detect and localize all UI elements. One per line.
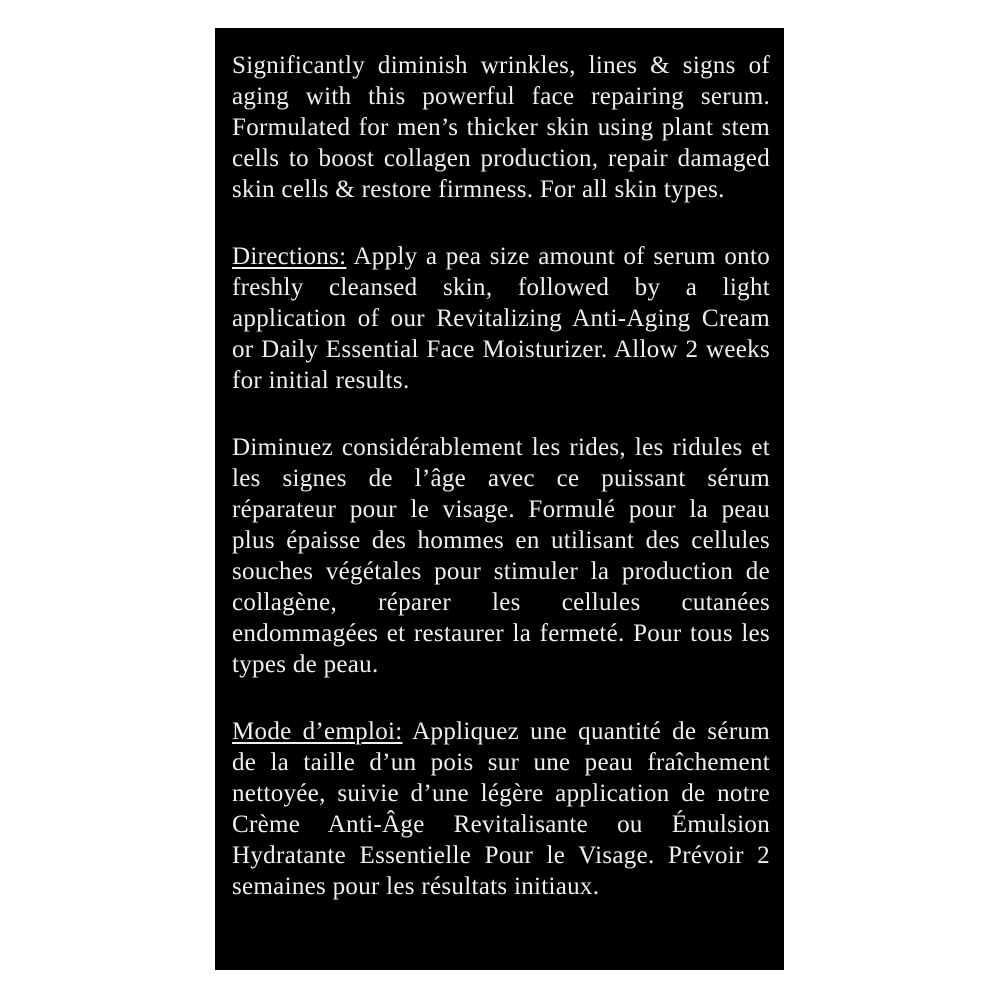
paragraph-description-english: [232, 50, 770, 205]
paragraph-directions-english: [232, 241, 770, 396]
paragraph-body: Apply a pea size amount of serum onto freshly cleansed skin, followed by a light application of our Revitalizing Anti-Aging Cream or Daily Essential Face Moisturizer. Allow 2 weeks for initial results.: [232, 243, 770, 394]
directions-heading: Directions:: [232, 243, 347, 270]
paragraph-body: Appliquez une quantité de sérum de la taille d’un pois sur une peau fraîchement nettoyée, suivie d’une légère application de notre Crème Anti-Âge Revitalisante ou Émulsion Hydratante Essentielle Pour le Visage. Prévoir 2 semaines pour les résultats initiaux.: [232, 718, 770, 900]
paragraph-body: Diminuez considérablement les rides, les ridules et les signes de l’âge avec ce puissant sérum réparateur pour le visage. Formulé pour la peau plus épaisse des hommes en utilisant des cellules souches végétales pour stimuler la production de collagène, réparer les cellules cutanées endommagées et restaurer la fermeté. Pour tous les types de peau.: [232, 434, 770, 678]
paragraph-description-french: [232, 432, 770, 680]
mode-demploi-heading: Mode d’emploi:: [232, 718, 403, 745]
paragraph-directions-french: [232, 716, 770, 902]
paragraph-body: Significantly diminish wrinkles, lines & signs of aging with this powerful face repairing serum. Formulated for men’s thicker skin using plant stem cells to boost collagen production, repair damaged skin cells & restore firmness. For all skin types.: [232, 52, 770, 203]
product-label-back-panel: [215, 28, 784, 970]
